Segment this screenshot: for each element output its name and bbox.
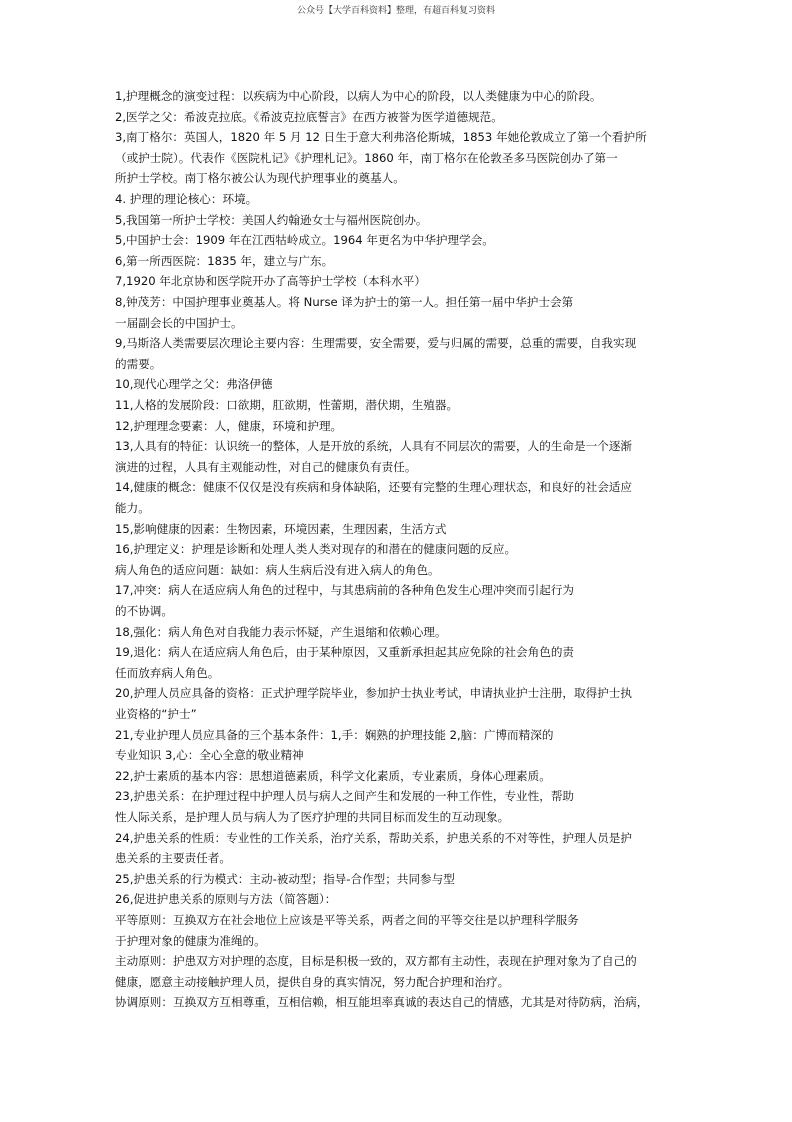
text-line: 17,冲突：病人在适应病人角色的过程中，与其患病前的各种角色发生心理冲突而引起行为 xyxy=(115,583,575,598)
text-line: 23,护患关系：在护理过程中护理人员与病人之间产生和发展的一种工作性，专业性，帮助 xyxy=(115,789,575,804)
text-line: 12,护理理念要素：人，健康，环境和护理。 xyxy=(115,418,343,433)
text-line: 24,护患关系的性质：专业性的工作关系，治疗关系，帮助关系，护患关系的不对等性，护理人员是护 xyxy=(115,830,632,845)
text-line: 主动原则：护患双方对护理的态度，目标是积极一致的，双方都有主动性，表现在护理对象为了自己的 xyxy=(115,954,637,969)
page-header: 公众号【大学百科资料】整理，有超百科复习资料 xyxy=(296,6,495,16)
text-line: 15,影响健康的因素：生物因素，环境因素，生理因素，生活方式 xyxy=(115,521,447,536)
text-line: （或护士院）。代表作《医院札记》《护理札记》。1860 年，南丁格尔在伦敦圣多马医院创办了第一 xyxy=(115,150,618,165)
text-line: 19,退化：病人在适应病人角色后，由于某种原因，又重新承担起其应免除的社会角色的责 xyxy=(115,645,575,660)
text-line: 6,第一所西医院：1835 年，建立与广东。 xyxy=(115,253,334,268)
text-line: 病人角色的适应问题：缺如：病人生病后没有进入病人的角色。 xyxy=(115,562,440,577)
text-line: 业资格的“护士” xyxy=(115,707,197,721)
text-line: 健康，愿意主动接触护理人员，提供自身的真实情况，努力配合护理和治疗。 xyxy=(115,974,510,989)
text-line: 21,专业护理人员应具备的三个基本条件：1,手：娴熟的护理技能 2,脑：广博而精深的 xyxy=(115,727,554,742)
text-line: 5,中国护士会：1909 年在江西牯岭成立。1964 年更名为中华护理学会。 xyxy=(115,233,494,248)
text-line: 性人际关系，是护理人员与病人为了医疗护理的共同目标而发生的互动现象。 xyxy=(115,810,510,824)
text-line: 于护理对象的健康为准绳的。 xyxy=(115,933,266,948)
text-line: 9,马斯洛人类需要层次理论主要内容：生理需要，安全需要，爱与归属的需要，总重的需要，自我实现 xyxy=(115,336,637,351)
text-line: 2,医学之父：希波克拉底。《希波克拉底誓言》在西方被誉为医学道德规范。 xyxy=(115,109,503,124)
text-line: 专业知识 3,心：全心全意的敬业精神 xyxy=(115,748,304,763)
text-line: 所护士学校。南丁格尔被公认为现代护理事业的奠基人。 xyxy=(115,171,405,186)
text-line: 25,护患关系的行为模式：主动-被动型；指导-合作型；共同参与型 xyxy=(115,871,455,886)
text-line: 演进的过程，人具有主观能动性，对自己的健康负有责任。 xyxy=(115,459,417,474)
text-line: 4. 护理的理论核心：环境。 xyxy=(115,192,258,206)
text-line: 任而放弃病人角色。 xyxy=(115,665,220,680)
text-line: 8,钟茂芳：中国护理事业奠基人。将 Nurse 译为护士的第一人。担任第一届中华护士会第 xyxy=(115,295,574,309)
text-line: 10,现代心理学之父：弗洛伊德 xyxy=(115,377,273,392)
text-line: 1,护理概念的演变过程：以疾病为中心阶段，以病人为中心的阶段，以人类健康为中心的阶段。 xyxy=(115,89,602,103)
text-line: 的不协调。 xyxy=(115,604,173,618)
text-line: 14,健康的概念：健康不仅仅是没有疾病和身体缺陷，还要有完整的生理心理状态，和良好的社会适应 xyxy=(115,480,632,495)
text-line: 平等原则：互换双方在社会地位上应该是平等关系，两者之间的平等交往是以护理科学服务 xyxy=(115,913,579,927)
text-line: 16,护理定义：护理是诊断和处理人类人类对现存的和潜在的健康问题的反应。 xyxy=(115,542,517,557)
text-line: 能力。 xyxy=(115,501,150,515)
text-line: 13,人具有的特征：认识统一的整体，人是开放的系统，人具有不同层次的需要，人的生命是一个逐渐 xyxy=(115,439,632,454)
text-line: 20,护理人员应具备的资格：正式护理学院毕业，参加护士执业考试，申请执业护士注册，取得护士执 xyxy=(115,686,632,701)
text-line: 18,强化：病人角色对自我能力表示怀疑，产生退缩和依赖心理。 xyxy=(115,624,447,639)
text-line: 协调原则：互换双方互相尊重，互相信赖，相互能坦率真诚的表达自己的情感，尤其是对待防病，治病， xyxy=(115,995,649,1010)
text-line: 3,南丁格尔：英国人，1820 年 5 月 12 日生于意大利弗洛伦斯城，1853 年她伦敦成立了第一个看护所 xyxy=(115,130,647,145)
text-line: 7,1920 年北京协和医学院开办了高等护士学校（本科水平） xyxy=(115,274,426,289)
text-line: 的需要。 xyxy=(115,356,162,371)
text-line: 26,促进护患关系的原则与方法（简答题）： xyxy=(115,892,337,907)
text-line: 5,我国第一所护士学校：美国人约翰逊女士与福州医院创办。 xyxy=(115,212,428,227)
text-line: 22,护士素质的基本内容：思想道德素质，科学文化素质，专业素质，身体心理素质。 xyxy=(115,768,551,783)
text-line: 患关系的主要责任者。 xyxy=(115,851,231,866)
text-line: 一届副会长的中国护士。 xyxy=(115,315,243,330)
text-line: 11,人格的发展阶段：口欲期，肛欲期，性蕾期，潜伏期，生殖器。 xyxy=(115,398,459,412)
